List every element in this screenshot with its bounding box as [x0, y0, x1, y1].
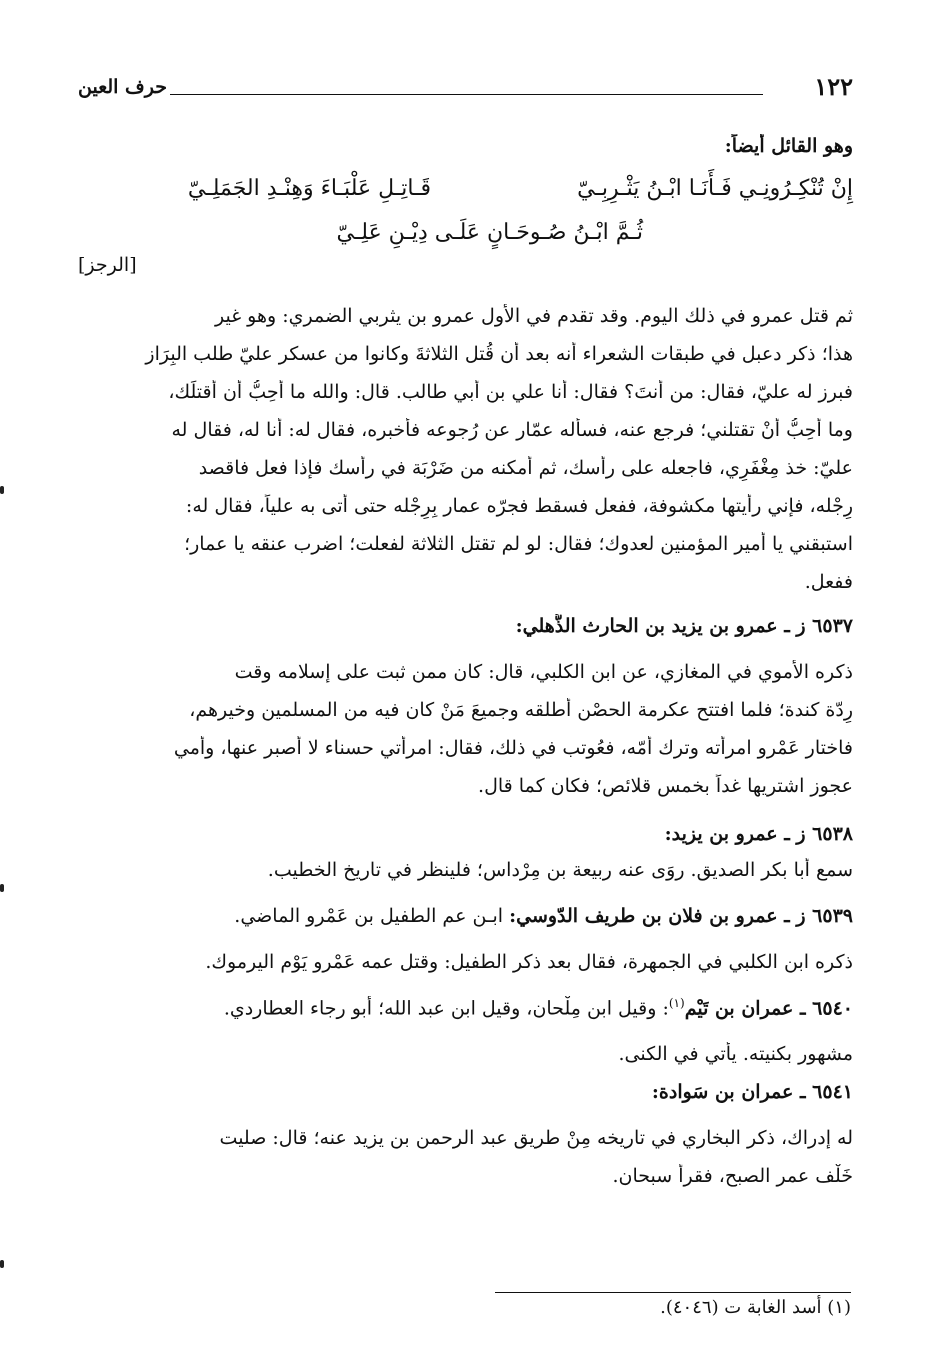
footnote: (١) أسد الغابة ت (٤٠٤٦). — [660, 1297, 851, 1318]
paragraph-line: استبقني يا أمير المؤمنين لعدوك؛ فقال: لو لم تقتل الثلاثة لفعلت؛ اضرب عنقه يا عمار؛ — [184, 533, 853, 555]
paragraph-line: رِدّة كندة؛ فلما افتتح عكرمة الحصْن أطلقه وجميعَ مَنْ كان فيه من المسلمين وخيرهم، — [189, 699, 853, 721]
paragraph-line: عليّ: خذ مِغْفَرِي، فاجعله على رأسك، ثم أمكنه من ضَرْبَة في رأسك فإذا فعل فاقصد — [198, 457, 853, 479]
paragraph-line: ذكره ابن الكلبي في الجمهرة، فقال بعد ذكر الطفيل: وقتل عمه عَمْرو يَوْم اليرموك. — [205, 951, 853, 973]
poem-meter: [الرجز] — [78, 254, 137, 276]
scan-mark — [0, 1260, 4, 1268]
entry-6537-title: ٦٥٣٧ ز ـ عمرو بن يزيد بن الحارث الذُّهلي: — [515, 615, 853, 637]
paragraph-line: خَلْف عمر الصبح، فقرأ سبحان. — [612, 1165, 853, 1187]
entry-6539 — [78, 904, 853, 929]
paragraph-line: عجوز اشتريها غداً بخمس قلائص؛ فكان كما قال. — [478, 775, 853, 797]
paragraph-line: هذا؛ ذكر دعبل في طبقات الشعراء أنه بعد أن قُتل الثلاثةَ وكانوا من عسكر عليّ طلب البِرَاز — [145, 343, 853, 365]
paragraph-line: فبرز له عليّ، فقال: من أنتَ؟ فقال: أنا علي بن أبي طالب. قال: والله ما أُحِبُّ أن أقتلَك، — [168, 381, 853, 403]
paragraph-line: وما أَحِبُّ أنْ تقتلني؛ فرجع عنه، فسأله عمّار عن رُجوعه فأخبره، فقال له: أنا له، فقال له — [171, 419, 853, 441]
entry-6539-title: ٦٥٣٩ ز ـ عمرو بن فلان بن طريف الدّوسي: — [509, 905, 853, 927]
entry-6538-title: ٦٥٣٨ ز ـ عمرو بن يزيد: — [664, 823, 853, 845]
paragraph-line: فاختار عَمْرو امرأته وترك أمّه، فعُوتب في ذلك، فقال: امرأتي حسناء لا أَصبر عنها، وأُمي — [173, 737, 853, 759]
entry-6540-text: : وقيل ابن مِلْحان، وقيل ابن عبد الله؛ أبو رجاء العطاردي. — [223, 997, 669, 1020]
scan-mark — [0, 486, 4, 494]
page-number: ١٢٢ — [814, 72, 853, 101]
entry-6540-title: ٦٥٤٠ ـ عمران بن تَيْم — [684, 997, 853, 1020]
entry-6538-text: سمع أبا بكر الصديق. روَى عنه ربيعة بن مِرْداس؛ فلينظر في تاريخ الخطيب. — [267, 859, 853, 881]
paragraph-line: ففعل. — [804, 571, 853, 593]
paragraph-line: ثم قتل عمرو في ذلك اليوم. وقد تقدم في الأول عمرو بن يثربي الضمري: وهو غير — [214, 305, 853, 327]
intro-line: وهو القائل أيضاً: — [724, 135, 853, 157]
entry-6539-text: ابـن عم الطفيل بن عَمْرو الماضي. — [234, 905, 504, 927]
header-rule — [170, 94, 763, 95]
poem-hemistich-2: قَـاتِـلِ عَلْبَـاءَ وَهِنْـدِ الجَمَلِـيّ — [187, 176, 431, 201]
poem-hemistich-1: إِنْ تُنْكِـرُونِـي فَـأَنَـا ابْـنُ يَثْـرِبِـيّ — [577, 176, 853, 201]
footnote-ref: (١) — [668, 996, 685, 1010]
running-header — [78, 72, 853, 106]
section-title: حرف العين — [78, 76, 167, 98]
entry-6540 — [78, 996, 853, 1021]
paragraph-line: مشهور بكنيته. يأتي في الكنى. — [618, 1043, 853, 1065]
paragraph-line: رِجْله، فإني رأيتها مكشوفة، ففعل فسقط فجرّه عمار بِرِجْله حتى أتى به علياً، فقال له: — [185, 495, 853, 517]
paragraph-line: ذكره الأموي في المغازي، عن ابن الكلبي، قال: كان ممن ثبت على إسلامه وقت — [234, 661, 853, 683]
poem-hemistich-3: ثُـمَّ ابْـنُ صُـوحَـانٍ عَلَـى دِيْـنِ عَلِـيّ — [336, 220, 643, 245]
entry-6541-title: ٦٥٤١ ـ عمران بن سَوادة: — [651, 1081, 853, 1103]
footnote-rule — [495, 1292, 851, 1293]
scan-mark — [0, 884, 4, 892]
paragraph-line: له إدراك، ذكر البخاري في تاريخه مِنْ طريق عبد الرحمن بن يزيد عنه؛ قال: صليت — [219, 1127, 853, 1149]
